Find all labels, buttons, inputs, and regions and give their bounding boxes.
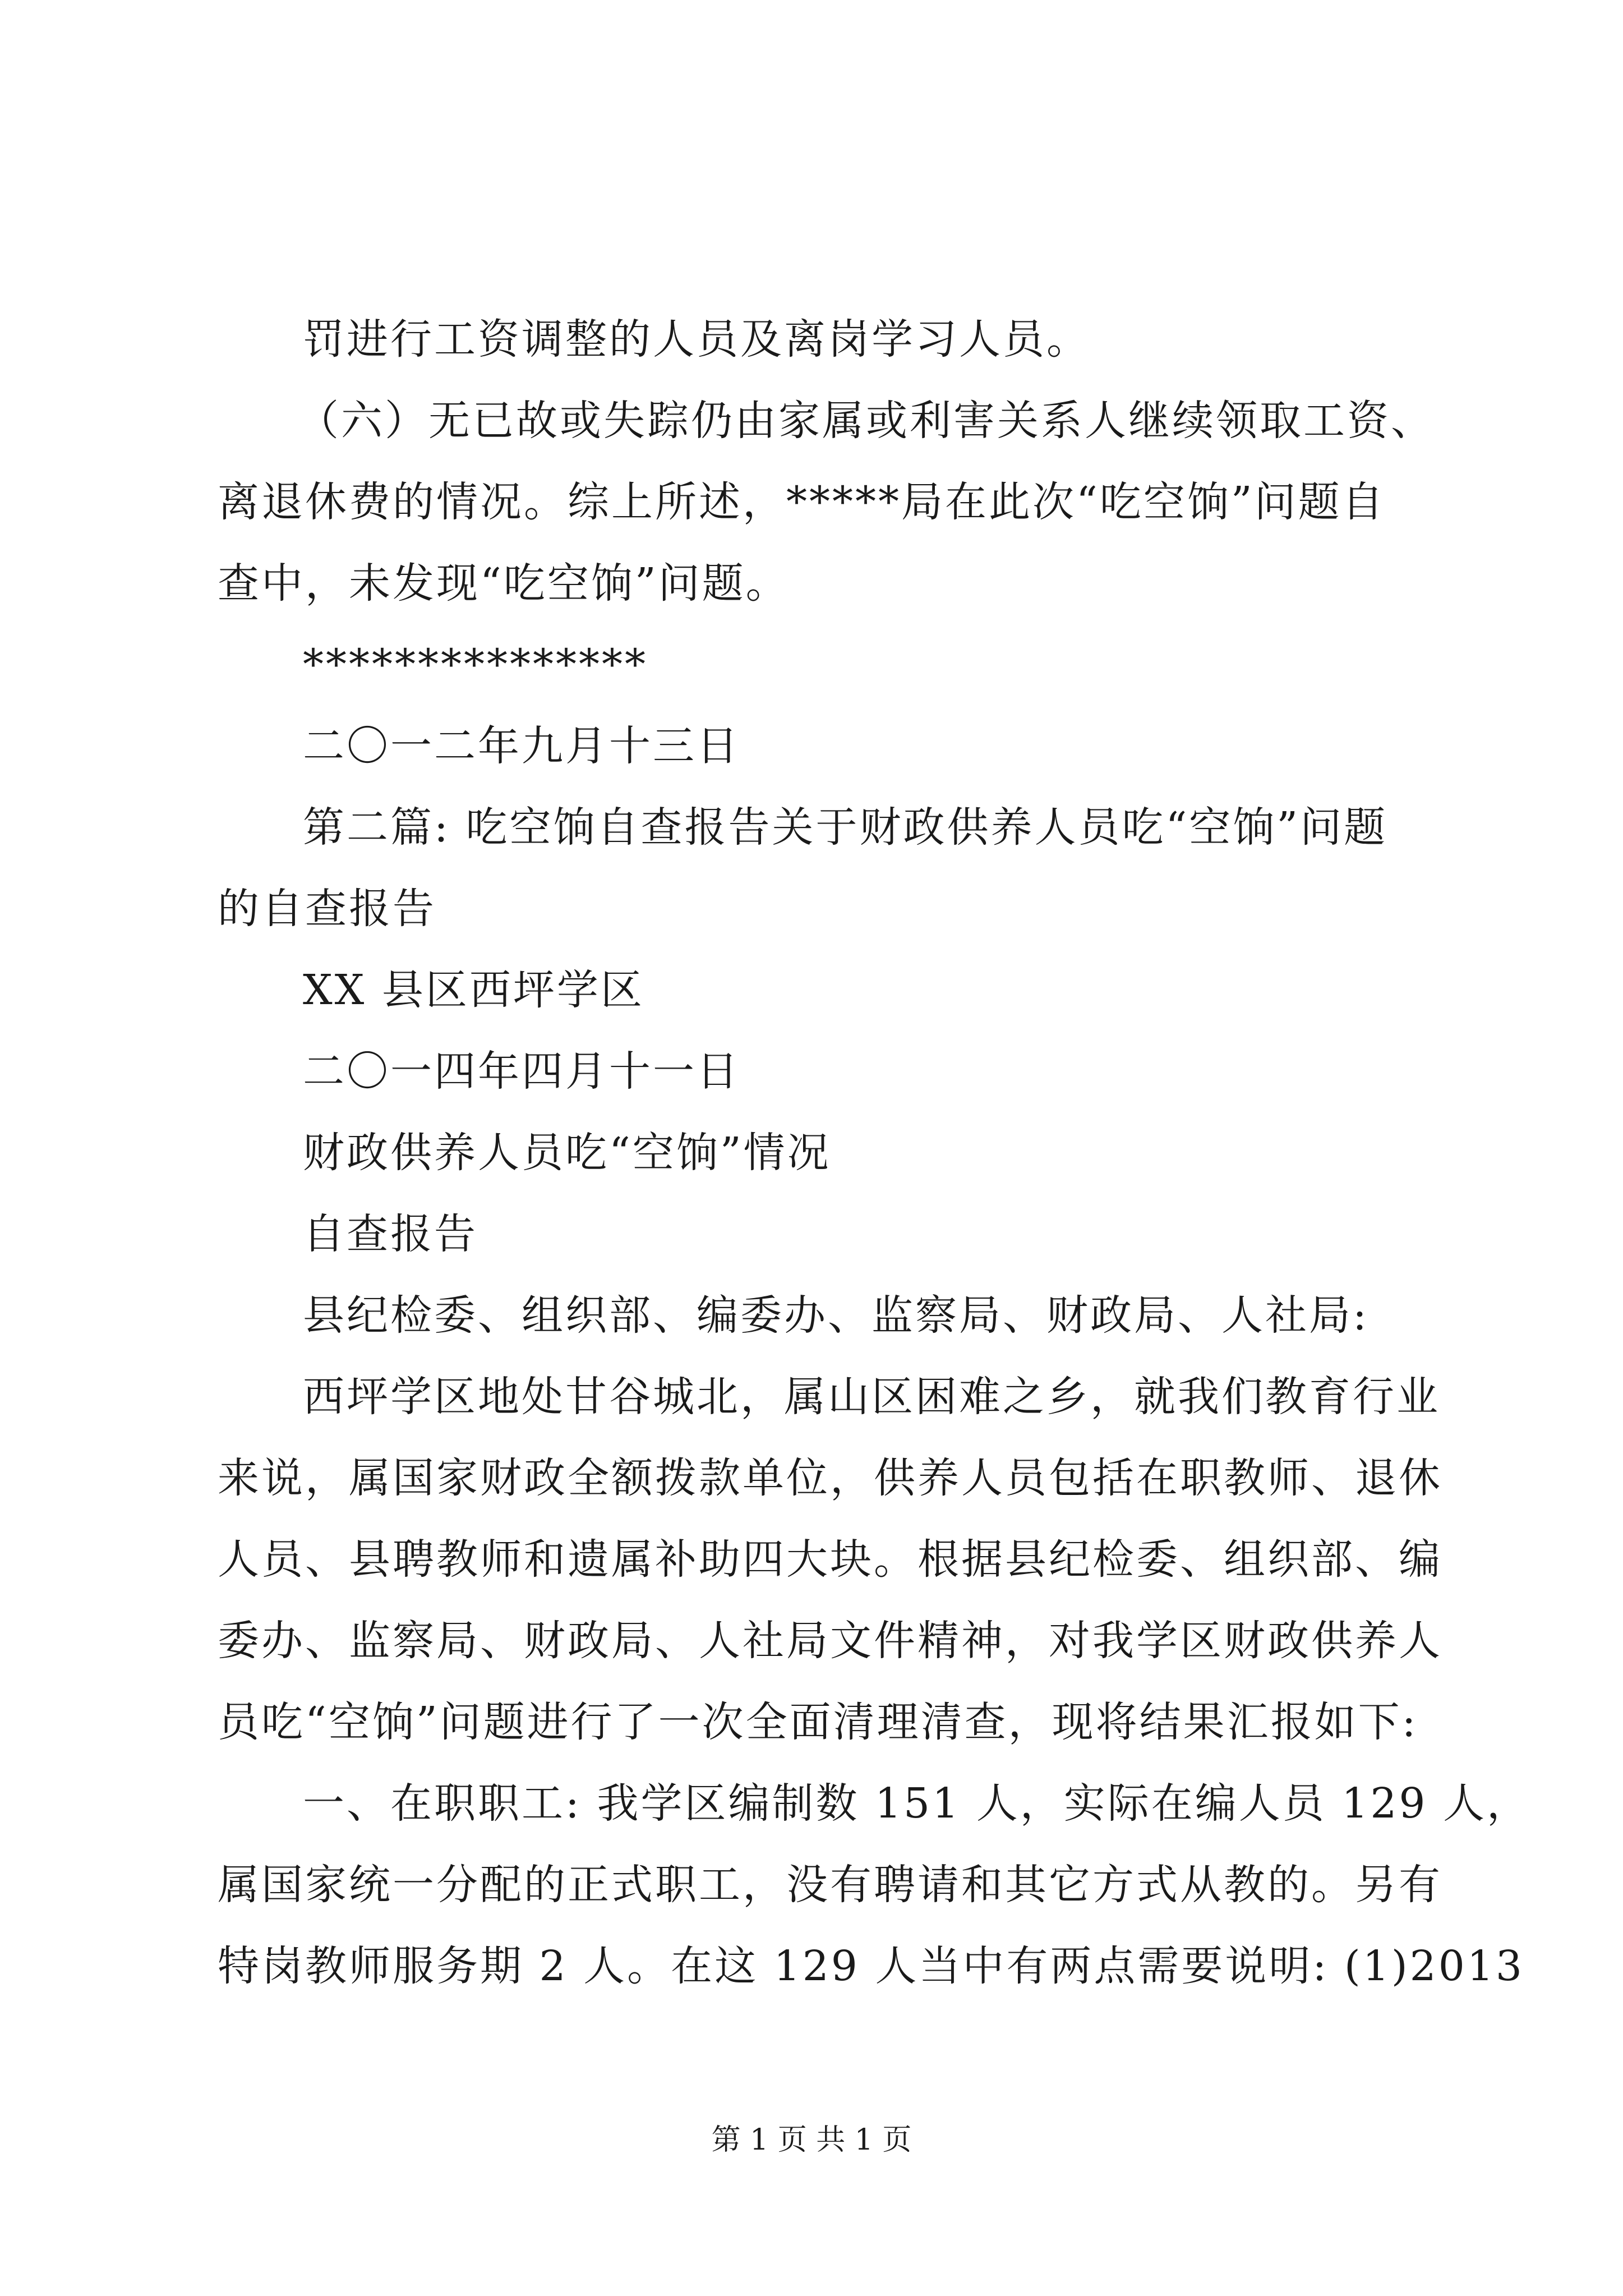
text-line-1: 罚进行工资调整的人员及离岗学习人员。 xyxy=(303,315,1090,364)
text-line-11: 财政供养人员吃“空饷”情况 xyxy=(303,1129,831,1177)
text-line-21: 特岗教师服务期 2 人。在这 129 人当中有两点需要说明: (1)2013 xyxy=(218,1942,1525,1990)
text-line-6: 二〇一二年九月十三日 xyxy=(303,722,740,770)
text-line-5: *************** xyxy=(303,641,648,689)
text-line-7: 第二篇: 吃空饷自查报告关于财政供养人员吃“空饷”问题 xyxy=(303,803,1388,852)
text-line-3: 离退休费的情况。综上所述，*****局在此次“吃空饷”问题自 xyxy=(218,478,1386,526)
text-line-15: 来说，属国家财政全额拨款单位，供养人员包括在职教师、退休 xyxy=(218,1454,1442,1502)
text-line-14: 西坪学区地处甘谷城北，属山区困难之乡，就我们教育行业 xyxy=(303,1373,1440,1421)
text-line-8: 的自查报告 xyxy=(218,885,436,933)
page-footer: 第 1 页 共 1 页 xyxy=(711,2123,912,2157)
text-line-9: XX 县区西坪学区 xyxy=(303,966,644,1014)
text-line-18: 员吃“空饷”问题进行了一次全面清理清查，现将结果汇报如下: xyxy=(218,1698,1418,1746)
text-line-19: 一、在职职工: 我学区编制数 151 人，实际在编人员 129 人， xyxy=(303,1779,1531,1828)
text-line-20: 属国家统一分配的正式职工，没有聘请和其它方式从教的。另有 xyxy=(218,1861,1442,1909)
text-line-13: 县纪检委、组织部、编委办、监察局、财政局、人社局: xyxy=(303,1291,1369,1340)
text-line-16: 人员、县聘教师和遗属补助四大块。根据县纪检委、组织部、编 xyxy=(218,1535,1442,1584)
text-line-10: 二〇一四年四月十一日 xyxy=(303,1047,740,1096)
text-line-12: 自查报告 xyxy=(303,1210,478,1258)
text-line-17: 委办、监察局、财政局、人社局文件精神，对我学区财政供养人 xyxy=(218,1617,1442,1665)
text-line-2: （六）无已故或失踪仍由家属或利害关系人继续领取工资、 xyxy=(297,397,1435,445)
text-line-4: 查中，未发现“吃空饷”问题。 xyxy=(218,559,790,608)
